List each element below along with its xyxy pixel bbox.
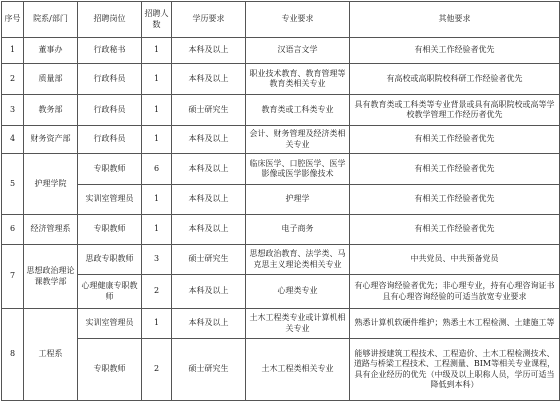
cell-other: 有相关工作经验者优先 [350, 38, 560, 64]
cell-count: 2 [142, 339, 172, 401]
header-major: 专业要求 [246, 2, 350, 38]
header-row [2, 2, 560, 38]
cell-count: 1 [142, 38, 172, 64]
cell-count: 2 [142, 275, 172, 309]
cell-dept: 财务资产部 [24, 126, 78, 154]
table-row [2, 215, 560, 245]
cell-other: 有相关工作经验者优先 [350, 154, 560, 185]
table-row [2, 309, 560, 339]
table-row [2, 154, 560, 185]
cell-position: 专职教师 [78, 339, 142, 401]
cell-position: 专职教师 [78, 154, 142, 185]
cell-count: 1 [142, 185, 172, 215]
cell-count: 1 [142, 95, 172, 126]
cell-dept: 教务部 [24, 95, 78, 126]
cell-count: 3 [142, 245, 172, 275]
cell-other: 有心理咨询经验者优先；非心理专业，持有心理咨询证书且有心理咨询经验的可适当放宽专业要求 [350, 275, 560, 309]
cell-position: 实训室管理员 [78, 185, 142, 215]
cell-education: 硕士研究生 [172, 245, 246, 275]
cell-no: 8 [2, 309, 24, 401]
cell-other: 有相关工作经验者优先 [350, 126, 560, 154]
cell-education: 硕士研究生 [172, 95, 246, 126]
cell-count: 1 [142, 215, 172, 245]
cell-major: 教育类或工科类专业 [246, 95, 350, 126]
cell-no: 1 [2, 38, 24, 64]
cell-other: 具有教育类或工科类等专业背景或具有高职院校或高等学校教学管理工作经历者优先 [350, 95, 560, 126]
table-row [2, 38, 560, 64]
cell-major: 土木工程类相关专业 [246, 339, 350, 401]
cell-position: 心理健康专职教师 [78, 275, 142, 309]
cell-position: 思政专职教师 [78, 245, 142, 275]
cell-education: 本科及以上 [172, 309, 246, 339]
cell-education: 本科及以上 [172, 215, 246, 245]
cell-dept: 经济管理系 [24, 215, 78, 245]
cell-position: 行政科员 [78, 126, 142, 154]
header-other: 其他要求 [350, 2, 560, 38]
table-row [2, 185, 560, 215]
cell-major: 职业技术教育、教育管理等教育类相关专业 [246, 64, 350, 95]
cell-no: 3 [2, 95, 24, 126]
header-position: 招聘岗位 [78, 2, 142, 38]
cell-major: 临床医学、口腔医学、医学影像或医学影像技术 [246, 154, 350, 185]
cell-major: 思想政治教育、法学类、马克思主义理论类相关专业 [246, 245, 350, 275]
table-row [2, 245, 560, 275]
cell-no: 5 [2, 154, 24, 215]
header-dept: 院系/部门 [24, 2, 78, 38]
cell-major: 心理类专业 [246, 275, 350, 309]
cell-other: 中共党员、中共预备党员 [350, 245, 560, 275]
recruitment-table [1, 1, 560, 401]
cell-dept: 董事办 [24, 38, 78, 64]
cell-count: 1 [142, 126, 172, 154]
cell-other: 有高校或高职院校科研工作经验者优先 [350, 64, 560, 95]
cell-education: 本科及以上 [172, 185, 246, 215]
cell-no: 2 [2, 64, 24, 95]
cell-education: 本科及以上 [172, 275, 246, 309]
cell-position: 行政科员 [78, 95, 142, 126]
table-row [2, 339, 560, 401]
cell-count: 6 [142, 154, 172, 185]
cell-other: 有相关工作经验者优先 [350, 215, 560, 245]
cell-dept: 工程系 [24, 309, 78, 401]
cell-education: 本科及以上 [172, 64, 246, 95]
cell-education: 硕士研究生 [172, 339, 246, 401]
cell-education: 本科及以上 [172, 154, 246, 185]
cell-count: 1 [142, 64, 172, 95]
cell-dept: 思想政治理论课教学部 [24, 245, 78, 309]
cell-other: 有相关工作经验者优先 [350, 185, 560, 215]
header-education: 学历要求 [172, 2, 246, 38]
cell-position: 专职教师 [78, 215, 142, 245]
cell-count: 1 [142, 309, 172, 339]
cell-major: 土木工程类专业或计算机相关专业 [246, 309, 350, 339]
cell-dept: 质量部 [24, 64, 78, 95]
cell-major: 汉语言文学 [246, 38, 350, 64]
cell-major: 会计、财务管理及经济类相关专业 [246, 126, 350, 154]
table-row [2, 126, 560, 154]
cell-position: 行政科员 [78, 64, 142, 95]
cell-dept: 护理学院 [24, 154, 78, 215]
cell-education: 本科及以上 [172, 126, 246, 154]
cell-no: 4 [2, 126, 24, 154]
cell-major: 护理学 [246, 185, 350, 215]
header-count: 招聘人数 [142, 2, 172, 38]
cell-position: 行政秘书 [78, 38, 142, 64]
cell-position: 实训室管理员 [78, 309, 142, 339]
cell-no: 7 [2, 245, 24, 309]
cell-other: 能够讲授建筑工程技术、工程造价、土木工程检测技术、道路与桥梁工程技术、工程测量、BIM等相关专业课程，具有企业经历的优先（中级及以上职称人员，学历可适当降低到本科） [350, 339, 560, 401]
table-row [2, 275, 560, 309]
table-row [2, 64, 560, 95]
cell-major: 电子商务 [246, 215, 350, 245]
table-row [2, 95, 560, 126]
cell-no: 6 [2, 215, 24, 245]
header-no: 序号 [2, 2, 24, 38]
cell-other: 熟悉计算机软硬件维护；熟悉土木工程检测、土建施工等 [350, 309, 560, 339]
cell-education: 本科及以上 [172, 38, 246, 64]
